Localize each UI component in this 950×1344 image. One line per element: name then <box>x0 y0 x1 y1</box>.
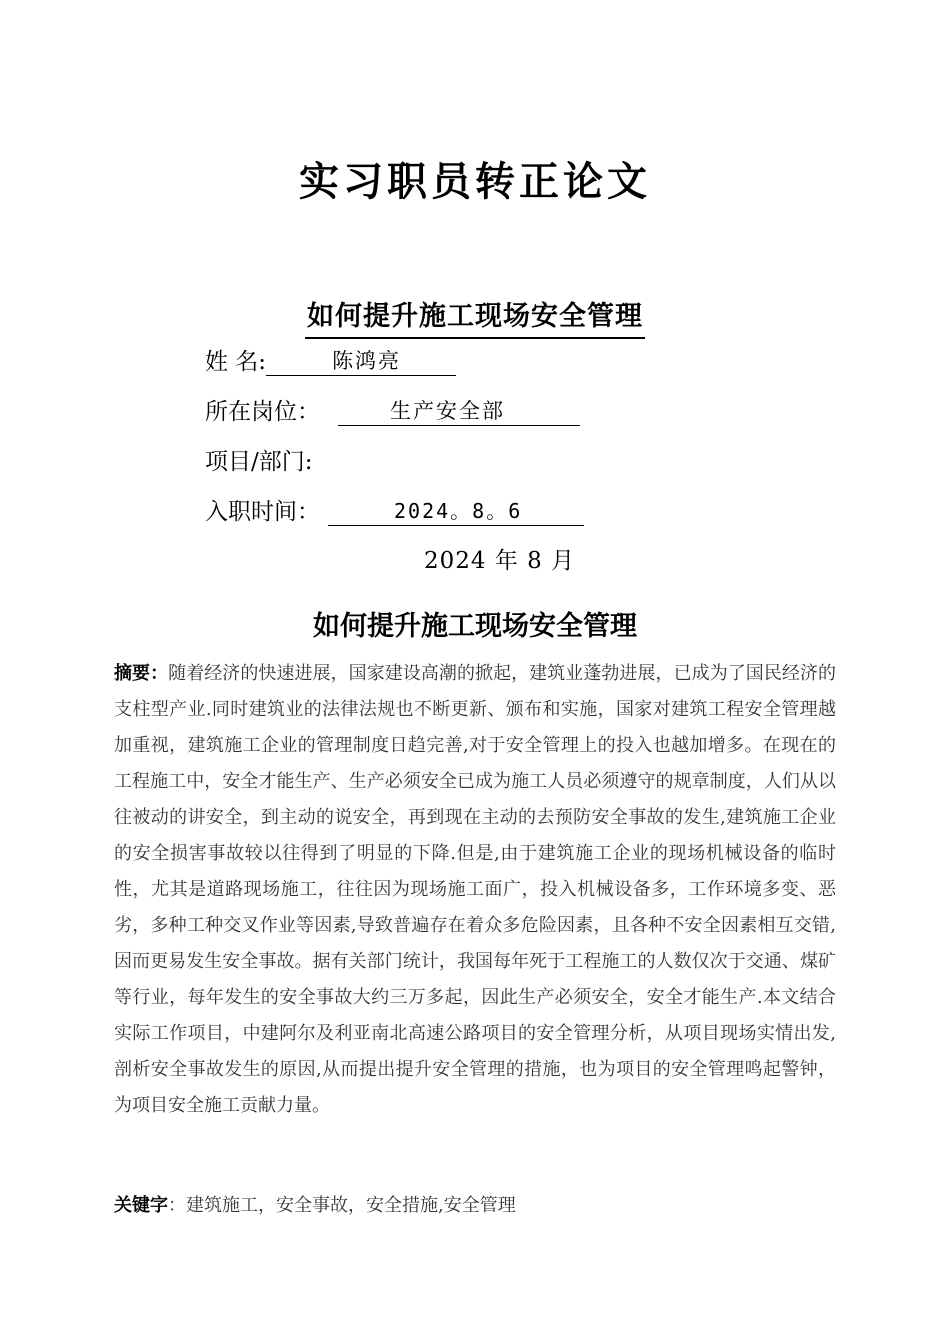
section-title: 如何提升施工现场安全管理 <box>313 611 637 642</box>
keywords-text: ：建筑施工，安全事故，安全措施,安全管理 <box>168 1195 516 1216</box>
info-row-date <box>205 496 584 528</box>
date-value: 2024。8。6 <box>328 496 584 526</box>
keywords-paragraph <box>114 1188 836 1224</box>
dept-label: 项目/部门: <box>205 449 313 475</box>
thesis-subtitle: 如何提升施工现场安全管理 <box>305 294 645 339</box>
document-date: 2024 年 8 月 <box>424 548 576 574</box>
name-label: 姓 名: <box>205 349 267 375</box>
subtitle-container <box>0 294 950 339</box>
document-main-title: 实习职员转正论文 <box>299 159 651 205</box>
date-label: 入职时间： <box>205 499 320 525</box>
abstract-paragraph <box>114 656 836 1124</box>
info-row-dept <box>205 446 313 478</box>
name-value: 陈鸿亮 <box>266 346 456 376</box>
position-label: 所在岗位： <box>205 399 320 425</box>
abstract-label: 摘要： <box>114 663 169 684</box>
abstract-text: 随着经济的快速进展，国家建设高潮的掀起，建筑业蓬勃进展，已成为了国民经济的支柱型产业.同时建筑业的法律法规也不断更新、颁布和实施，国家对建筑工程安全管理越加重视，建筑施工企业的管理制度日趋完善,对于安全管理上的投入也越加增多。在现在的工程施工中，安全才能生产、生产必须安全已成为施工人员必须遵守的规章制度，人们从以往被动的讲安全，到主动的说安全，再到现在主动的去预防安全事故的发生,建筑施工企业的安全损害事故较以往得到了明显的下降.但是,由于建筑施工企业的现场机械设备的临时性，尤其是道路现场施工，往往因为现场施工面广，投入机械设备多，工作环境多变、恶劣，多种工种交叉作业等因素,导致普遍存在着众多危险因素，且各种不安全因素相互交错,因而更易发生安全事故。据有关部门统计，我国每年死于工程施工的人数仅次于交通、煤矿等行业，每年发生的安全事故大约三万多起，因此生产必须安全，安全才能生产.本文结合实际工作项目，中建阿尔及利亚南北高速公路项目的安全管理分析，从项目现场实情出发,剖析安全事故发生的原因,从而提出提升安全管理的措施，也为项目的安全管理鸣起警钟，为项目安全施工贡献力量。 <box>114 663 836 1116</box>
keywords-label: 关键字 <box>114 1195 168 1216</box>
position-value: 生产安全部 <box>338 396 580 426</box>
info-row-position <box>205 396 580 428</box>
info-row-name <box>205 346 456 378</box>
